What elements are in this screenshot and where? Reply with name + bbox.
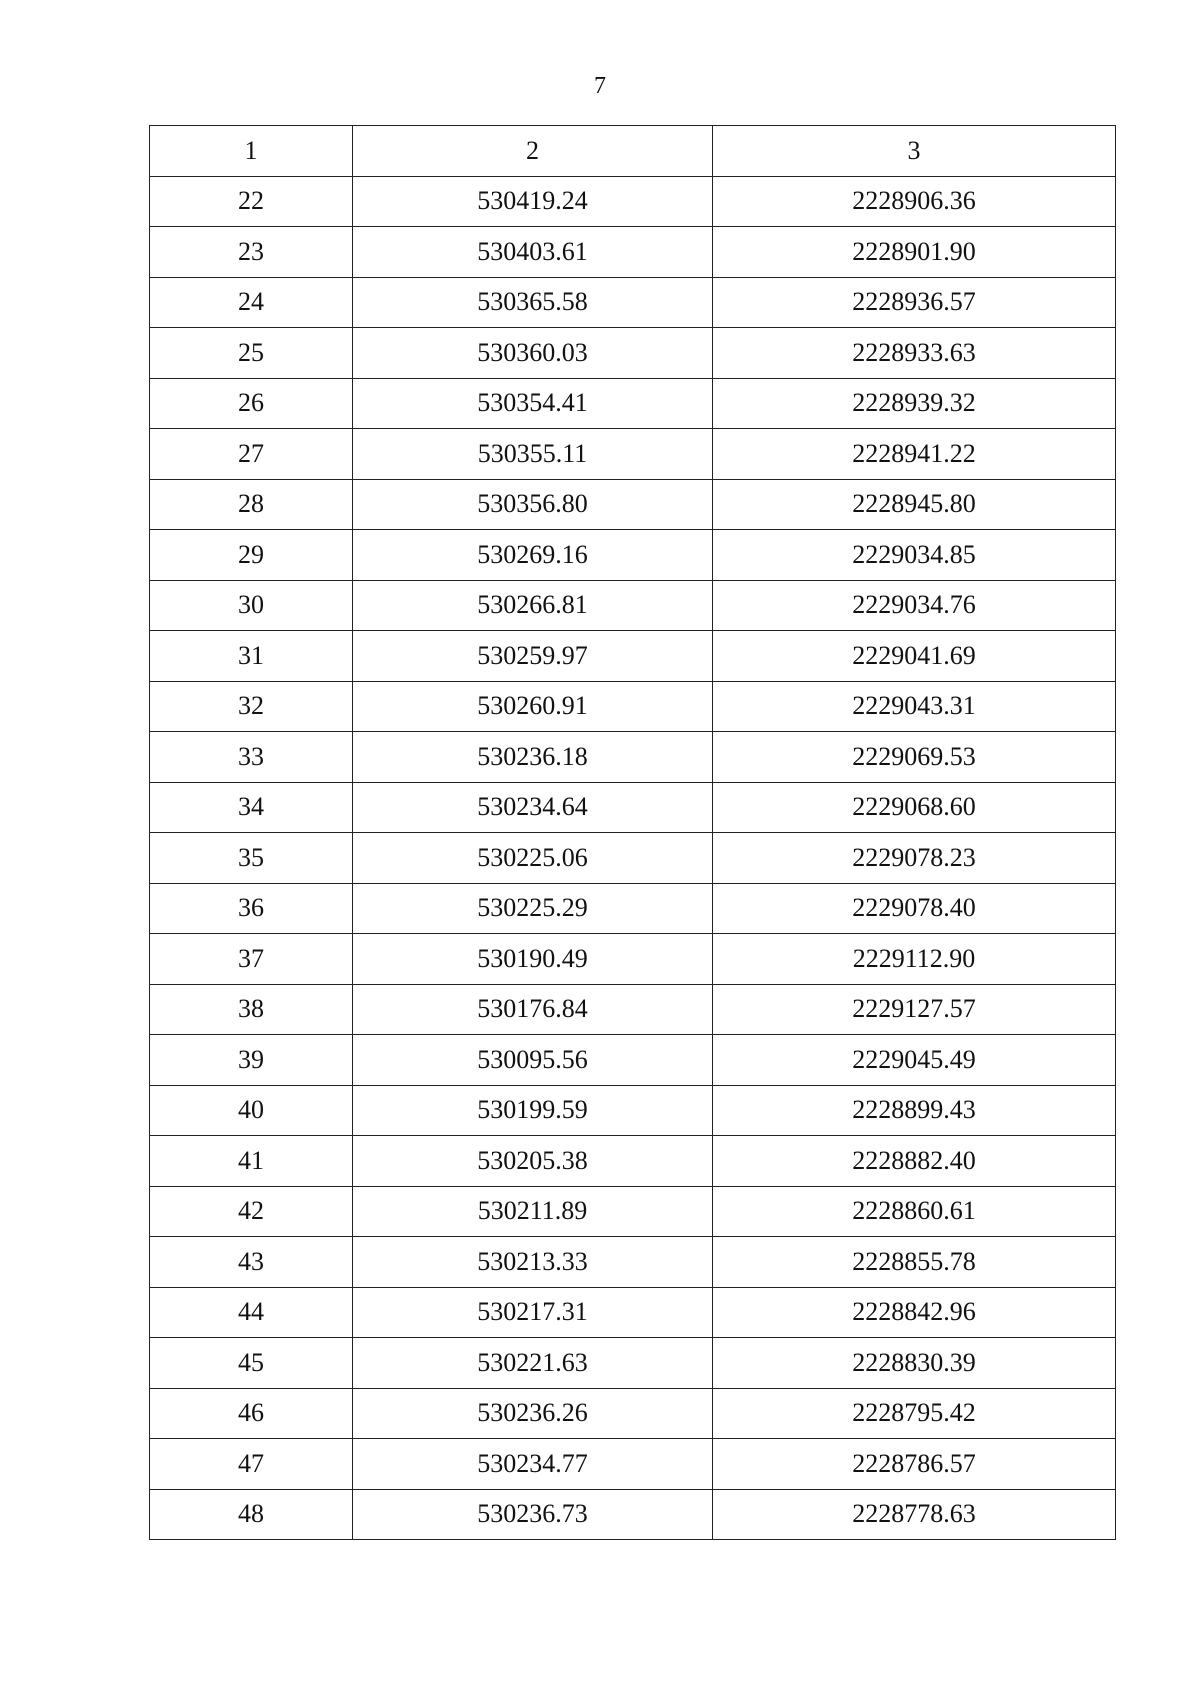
point-number-cell: 22 [150, 176, 353, 227]
x-coordinate-cell: 530260.91 [353, 681, 713, 732]
table-row [150, 732, 1116, 783]
table-row [150, 1388, 1116, 1439]
point-number-cell: 27 [150, 429, 353, 480]
point-number-cell: 48 [150, 1489, 353, 1540]
y-coordinate-cell: 2228842.96 [713, 1287, 1116, 1338]
y-coordinate-cell: 2229041.69 [713, 631, 1116, 682]
y-coordinate-cell: 2228899.43 [713, 1085, 1116, 1136]
x-coordinate-cell: 530225.29 [353, 883, 713, 934]
point-number-cell: 26 [150, 378, 353, 429]
x-coordinate-cell: 530365.58 [353, 277, 713, 328]
x-coordinate-cell: 530354.41 [353, 378, 713, 429]
point-number-cell: 32 [150, 681, 353, 732]
x-coordinate-cell: 530356.80 [353, 479, 713, 530]
table-body [150, 126, 1116, 1540]
x-coordinate-cell: 530236.26 [353, 1388, 713, 1439]
x-coordinate-cell: 530269.16 [353, 530, 713, 581]
x-coordinate-cell: 530355.11 [353, 429, 713, 480]
y-coordinate-cell: 2228855.78 [713, 1237, 1116, 1288]
point-number-cell: 29 [150, 530, 353, 581]
point-number-cell: 39 [150, 1035, 353, 1086]
point-number-cell: 30 [150, 580, 353, 631]
point-number-cell: 35 [150, 833, 353, 884]
x-coordinate-cell: 530236.18 [353, 732, 713, 783]
table-row [150, 227, 1116, 278]
x-coordinate-cell: 530234.64 [353, 782, 713, 833]
point-number-cell: 31 [150, 631, 353, 682]
y-coordinate-cell: 2228860.61 [713, 1186, 1116, 1237]
y-coordinate-cell: 2229078.40 [713, 883, 1116, 934]
point-number-cell: 33 [150, 732, 353, 783]
x-coordinate-cell: 530095.56 [353, 1035, 713, 1086]
table-row [150, 934, 1116, 985]
y-coordinate-cell: 2228795.42 [713, 1388, 1116, 1439]
table-row [150, 176, 1116, 227]
x-coordinate-cell: 530211.89 [353, 1186, 713, 1237]
x-coordinate-cell: 530403.61 [353, 227, 713, 278]
point-number-cell: 34 [150, 782, 353, 833]
table-row [150, 1136, 1116, 1187]
table-row [150, 883, 1116, 934]
table-row [150, 328, 1116, 379]
point-number-cell: 46 [150, 1388, 353, 1439]
y-coordinate-cell: 2228941.22 [713, 429, 1116, 480]
point-number-cell: 25 [150, 328, 353, 379]
table-row [150, 1439, 1116, 1490]
y-coordinate-cell: 2228830.39 [713, 1338, 1116, 1389]
table-row [150, 1085, 1116, 1136]
table-row [150, 1035, 1116, 1086]
y-coordinate-cell: 2228786.57 [713, 1439, 1116, 1490]
x-coordinate-cell: 530259.97 [353, 631, 713, 682]
y-coordinate-cell: 2228939.32 [713, 378, 1116, 429]
table-row [150, 277, 1116, 328]
column-header-3: 3 [713, 126, 1116, 177]
y-coordinate-cell: 2228945.80 [713, 479, 1116, 530]
table-row [150, 429, 1116, 480]
page-number: 7 [594, 73, 606, 99]
point-number-cell: 24 [150, 277, 353, 328]
point-number-cell: 38 [150, 984, 353, 1035]
column-header-1: 1 [150, 126, 353, 177]
x-coordinate-cell: 530234.77 [353, 1439, 713, 1490]
y-coordinate-cell: 2229069.53 [713, 732, 1116, 783]
y-coordinate-cell: 2228901.90 [713, 227, 1116, 278]
point-number-cell: 36 [150, 883, 353, 934]
point-number-cell: 44 [150, 1287, 353, 1338]
x-coordinate-cell: 530221.63 [353, 1338, 713, 1389]
x-coordinate-cell: 530217.31 [353, 1287, 713, 1338]
table-row [150, 378, 1116, 429]
y-coordinate-cell: 2228936.57 [713, 277, 1116, 328]
point-number-cell: 37 [150, 934, 353, 985]
table-row [150, 1489, 1116, 1540]
table-row [150, 1237, 1116, 1288]
y-coordinate-cell: 2229127.57 [713, 984, 1116, 1035]
x-coordinate-cell: 530266.81 [353, 580, 713, 631]
point-number-cell: 43 [150, 1237, 353, 1288]
x-coordinate-cell: 530360.03 [353, 328, 713, 379]
y-coordinate-cell: 2228778.63 [713, 1489, 1116, 1540]
y-coordinate-cell: 2229045.49 [713, 1035, 1116, 1086]
point-number-cell: 28 [150, 479, 353, 530]
point-number-cell: 40 [150, 1085, 353, 1136]
table-row [150, 580, 1116, 631]
point-number-cell: 47 [150, 1439, 353, 1490]
table-row [150, 984, 1116, 1035]
column-header-2: 2 [353, 126, 713, 177]
y-coordinate-cell: 2229034.85 [713, 530, 1116, 581]
table-row [150, 479, 1116, 530]
table-row [150, 1186, 1116, 1237]
y-coordinate-cell: 2228906.36 [713, 176, 1116, 227]
point-number-cell: 41 [150, 1136, 353, 1187]
x-coordinate-cell: 530213.33 [353, 1237, 713, 1288]
y-coordinate-cell: 2229112.90 [713, 934, 1116, 985]
y-coordinate-cell: 2229078.23 [713, 833, 1116, 884]
point-number-cell: 45 [150, 1338, 353, 1389]
table-row [150, 631, 1116, 682]
x-coordinate-cell: 530205.38 [353, 1136, 713, 1187]
coordinates-table [149, 125, 1116, 1540]
table-row [150, 1338, 1116, 1389]
x-coordinate-cell: 530176.84 [353, 984, 713, 1035]
x-coordinate-cell: 530236.73 [353, 1489, 713, 1540]
table-row [150, 833, 1116, 884]
y-coordinate-cell: 2229034.76 [713, 580, 1116, 631]
y-coordinate-cell: 2229068.60 [713, 782, 1116, 833]
x-coordinate-cell: 530225.06 [353, 833, 713, 884]
y-coordinate-cell: 2228933.63 [713, 328, 1116, 379]
x-coordinate-cell: 530419.24 [353, 176, 713, 227]
y-coordinate-cell: 2229043.31 [713, 681, 1116, 732]
table-header-row [150, 126, 1116, 177]
table-row [150, 530, 1116, 581]
table-row [150, 681, 1116, 732]
x-coordinate-cell: 530199.59 [353, 1085, 713, 1136]
point-number-cell: 42 [150, 1186, 353, 1237]
table-row [150, 782, 1116, 833]
table-row [150, 1287, 1116, 1338]
x-coordinate-cell: 530190.49 [353, 934, 713, 985]
point-number-cell: 23 [150, 227, 353, 278]
y-coordinate-cell: 2228882.40 [713, 1136, 1116, 1187]
